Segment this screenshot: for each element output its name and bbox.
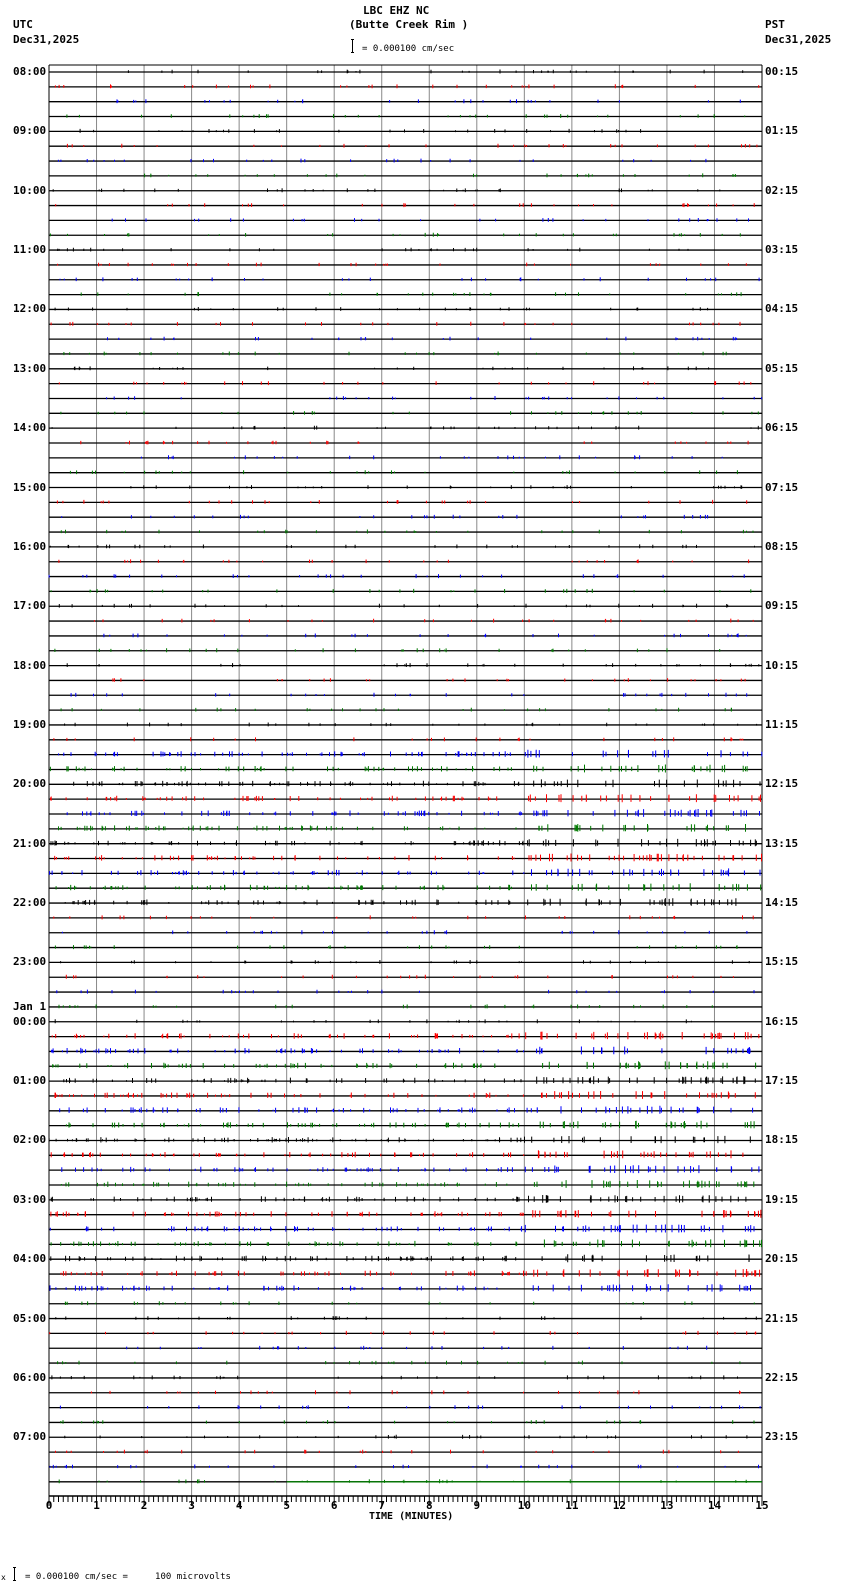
trace-74 [62,1165,759,1173]
pst-hour-label: 23:15 [765,1430,799,1444]
pst-hour-label: 11:15 [765,717,799,731]
utc-hour-label: 01:00 [13,1074,47,1088]
pst-hour-label: 09:15 [765,599,799,613]
utc-hour-label: 19:00 [13,717,47,731]
utc-hour-label: 00:00 [13,1014,47,1028]
utc-hour-label: 23:00 [13,955,47,969]
utc-hour-label: 08:00 [13,65,47,78]
trace-47 [50,765,747,773]
utc-hour-label: 03:00 [13,1192,47,1206]
trace-78 [50,1225,754,1233]
scale-text: = 0.000100 cm/sec [362,44,455,54]
pst-hour-label: 06:15 [765,421,799,435]
trace-55 [56,883,761,891]
pst-hour-label: 14:15 [765,896,799,910]
site-name: (Butte Creek Rim ) [349,18,469,31]
x-tick-label: 13 [660,1499,674,1512]
x-tick-label: 14 [707,1499,722,1512]
trace-73 [51,1150,743,1158]
pst-hour-label: 15:15 [765,955,799,969]
pst-hour-label: 18:15 [765,1133,799,1147]
date-change-label: Jan 1 [13,999,47,1013]
x-tick-label: 15 [755,1499,769,1512]
trace-52 [51,839,756,847]
pst-hour-label: 07:15 [765,480,799,494]
trace-48 [74,779,760,787]
trace-70 [60,1106,753,1114]
x-tick-label: 10 [517,1499,531,1512]
trace-80 [51,1254,749,1262]
pst-hour-label: 00:15 [765,65,799,78]
utc-hour-label: 11:00 [13,243,47,257]
station-title: LBC EHZ NC [363,4,430,17]
trace-82 [50,1284,751,1292]
utc-hour-label: 04:00 [13,1252,47,1266]
x-tick-label: 12 [612,1499,627,1512]
pst-hour-label: 04:15 [765,302,799,316]
x-axis-label: TIME (MINUTES) [369,1511,454,1522]
x-tick-label: 6 [330,1499,338,1512]
trace-46 [59,750,762,758]
x-tick-label: 3 [188,1499,195,1512]
pst-hour-label: 08:15 [765,539,799,553]
footer-scale-text: = 0.000100 cm/sec = 100 microvolts [25,1572,231,1582]
trace-75 [61,1180,753,1188]
utc-hour-label: 15:00 [13,480,47,494]
pst-hour-label: 01:15 [765,124,799,138]
trace-65 [52,1032,759,1040]
pst-hour-label: 13:15 [765,836,799,850]
footer-scale-bar-icon [13,1567,16,1581]
trace-54 [50,868,760,876]
pst-hour-label: 05:15 [765,361,799,375]
left-date: Dec31,2025 [13,33,80,46]
utc-hour-label: 06:00 [13,1370,47,1384]
pst-hour-label: 22:15 [765,1370,799,1384]
x-tick-label: 0 [45,1499,53,1512]
footer-prefix: x [1,1573,6,1582]
utc-hour-label: 20:00 [13,777,47,791]
pst-hour-label: 21:15 [765,1311,799,1325]
trace-66 [52,1047,750,1055]
trace-81 [61,1269,760,1277]
left-timezone: UTC [13,18,33,31]
pst-hour-label: 20:15 [765,1252,799,1266]
utc-hour-label: 05:00 [13,1311,47,1325]
pst-hour-label: 02:15 [765,183,799,197]
trace-72 [49,1136,750,1143]
utc-hour-label: 10:00 [13,183,47,197]
utc-hour-label: 18:00 [13,658,47,672]
pst-hour-label: 16:15 [765,1014,799,1028]
utc-hour-label: 12:00 [13,302,47,316]
x-tick-label: 11 [565,1499,579,1512]
trace-68 [64,1076,756,1084]
utc-hour-label: 07:00 [13,1430,47,1444]
trace-67 [53,1061,756,1069]
utc-hour-label: 22:00 [13,896,47,910]
pst-hour-label: 19:15 [765,1192,799,1206]
utc-hour-label: 21:00 [13,836,47,850]
trace-77 [51,1210,761,1218]
utc-hour-label: 14:00 [13,421,47,435]
utc-hour-label: 16:00 [13,539,47,553]
x-tick-label: 7 [378,1499,386,1512]
trace-50 [67,809,759,817]
trace-53 [55,854,762,862]
utc-hour-label: 17:00 [13,599,47,613]
x-tick-label: 4 [235,1499,243,1512]
right-date: Dec31,2025 [765,33,832,46]
utc-hour-label: 02:00 [13,1133,47,1147]
trace-71 [66,1121,754,1129]
utc-hour-label: 09:00 [13,124,47,138]
trace-56 [65,898,736,906]
x-tick-label: 5 [283,1499,290,1512]
trace-51 [59,824,746,832]
pst-hour-label: 03:15 [765,243,799,257]
pst-hour-label: 17:15 [765,1074,799,1088]
x-tick-label: 9 [473,1499,481,1512]
trace-79 [51,1239,761,1247]
utc-hour-label: 13:00 [13,361,47,375]
pst-hour-label: 10:15 [765,658,799,672]
trace-69 [55,1091,755,1099]
pst-hour-label: 12:15 [765,777,799,791]
trace-49 [51,794,761,802]
right-timezone: PST [765,18,785,31]
x-tick-label: 2 [140,1499,148,1512]
x-tick-label: 1 [93,1499,100,1512]
x-tick-label: 8 [425,1499,433,1512]
trace-76 [51,1195,746,1203]
